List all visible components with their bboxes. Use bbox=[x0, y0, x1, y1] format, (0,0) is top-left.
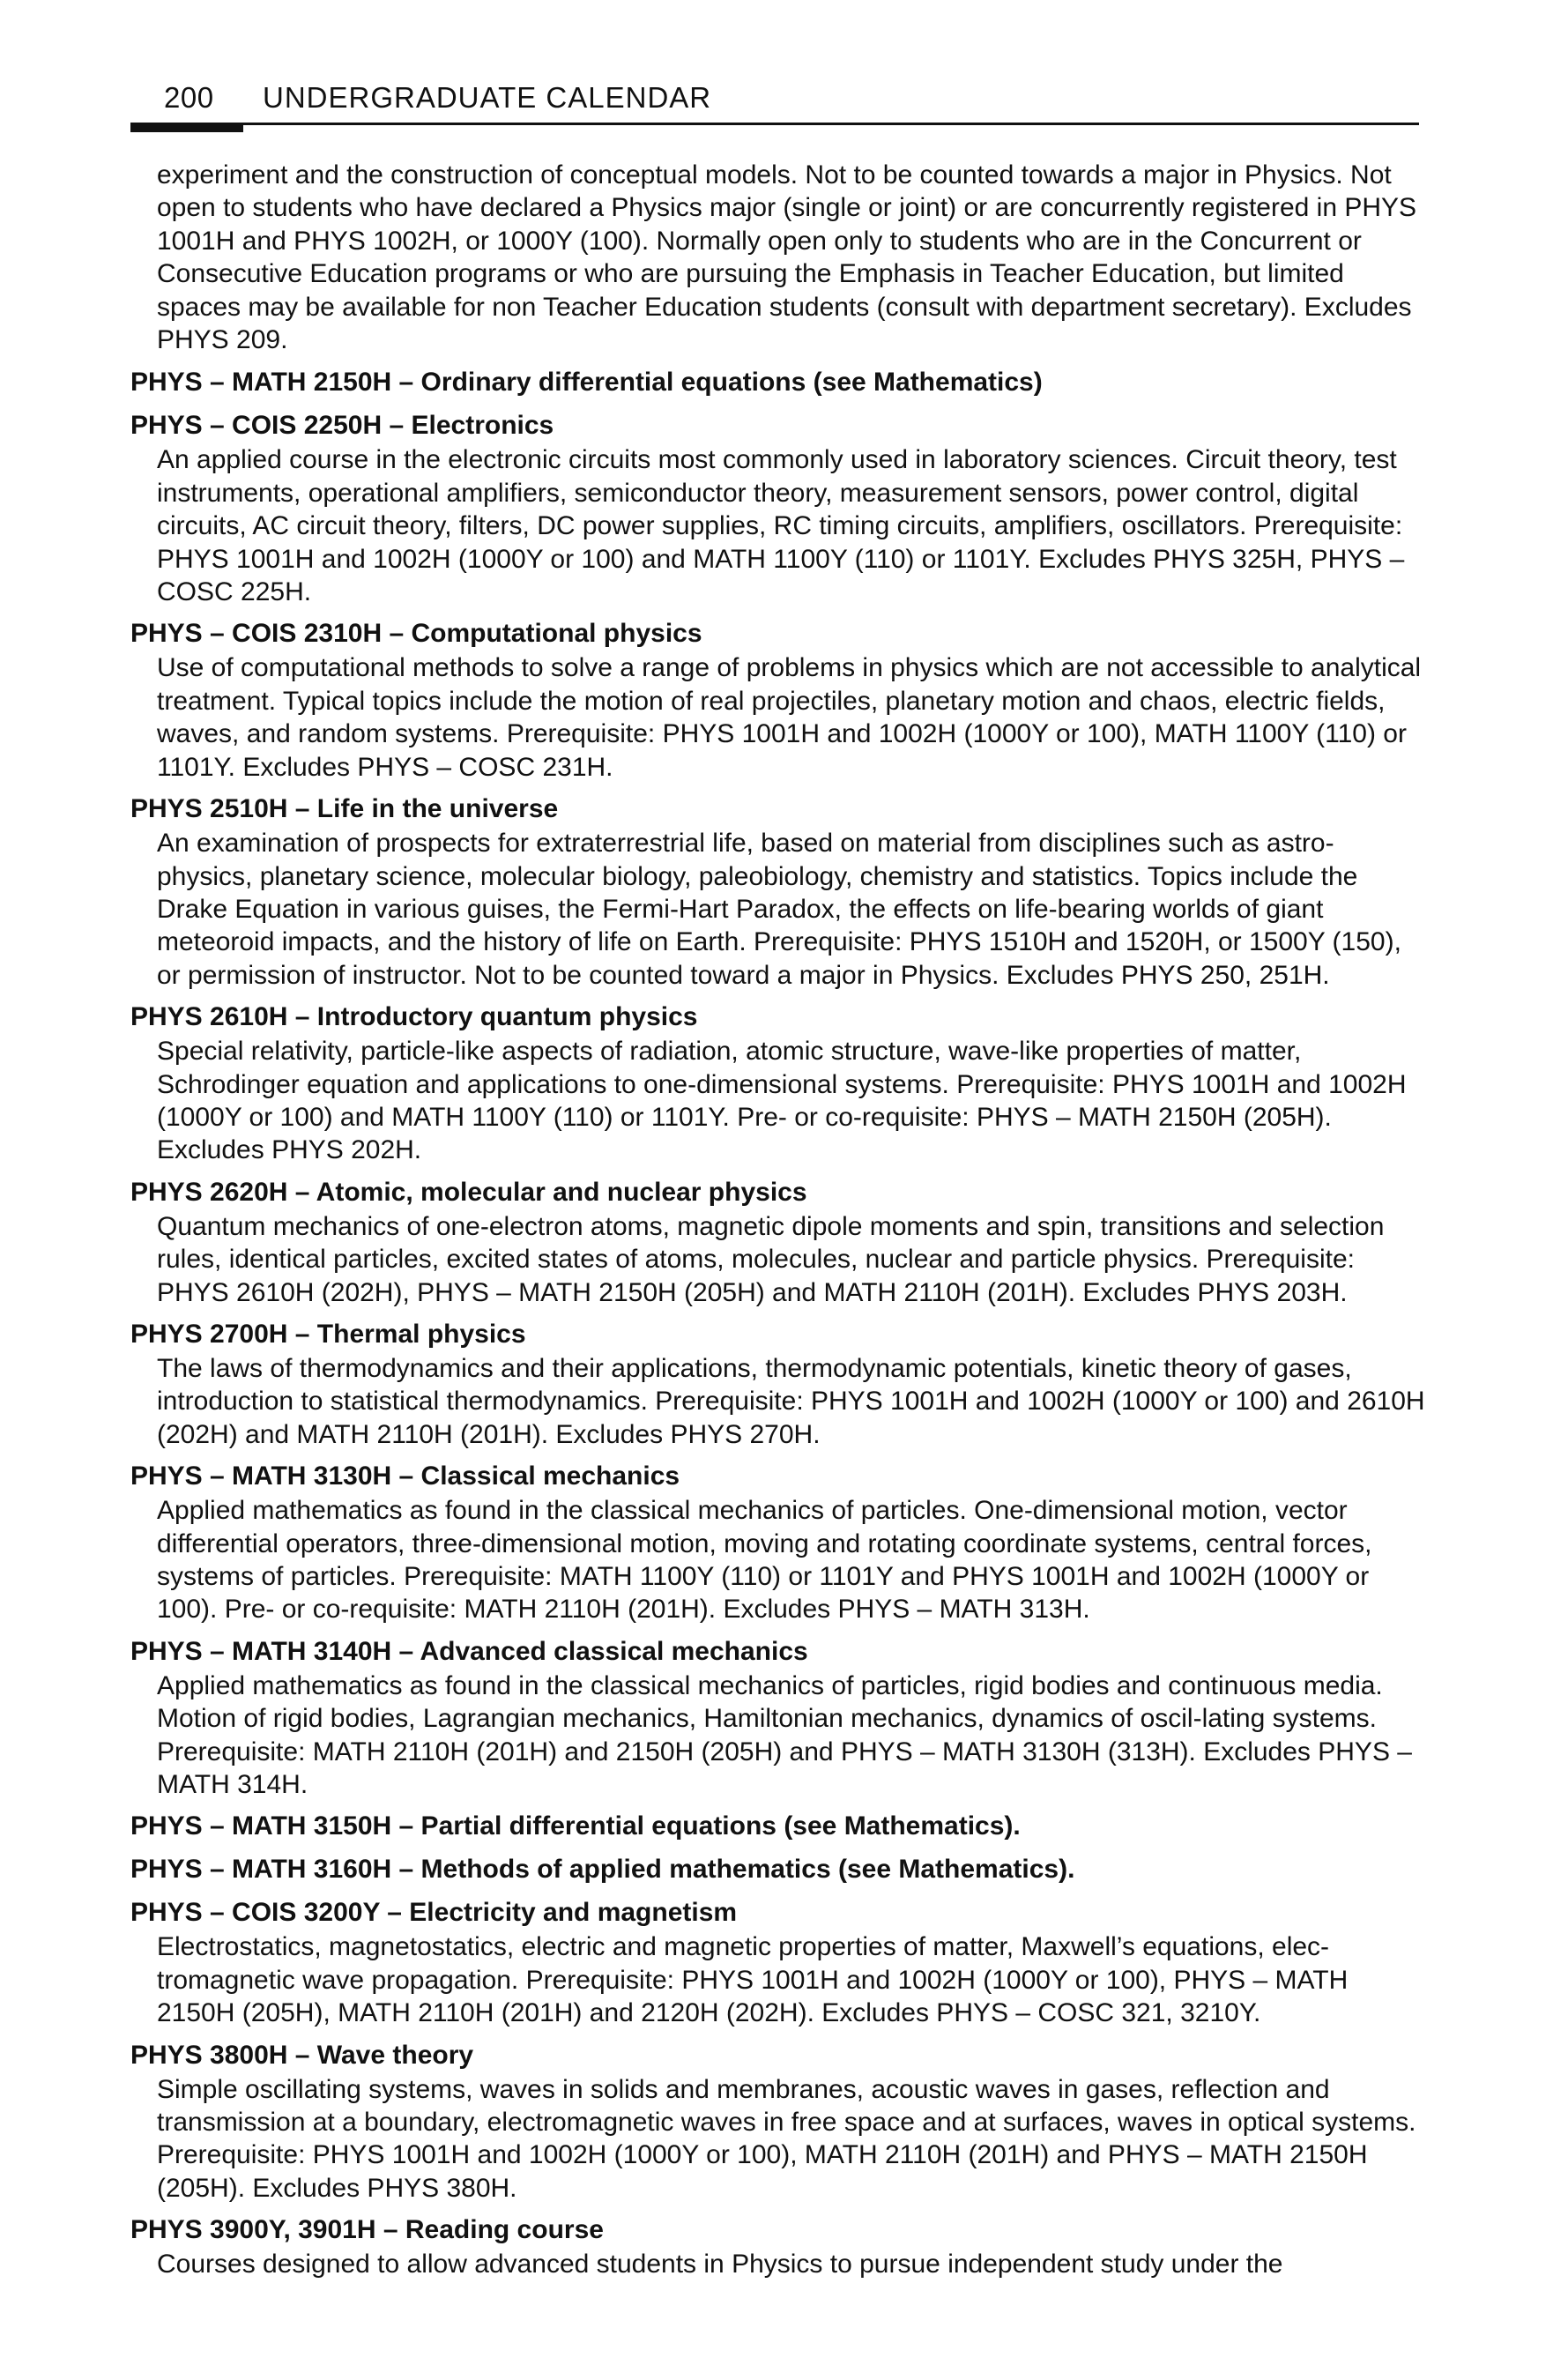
course-entry bbox=[130, 1317, 1426, 1451]
course-description: Courses designed to allow advanced students in Physics to pursue independent study under the bbox=[157, 2250, 1283, 2280]
course-title: PHYS 3900Y, 3901H – Reading course bbox=[130, 2215, 604, 2245]
course-entry bbox=[130, 616, 1426, 784]
course-title: PHYS – MATH 3140H – Advanced classical mechanics bbox=[130, 1636, 808, 1666]
header-rule-accent bbox=[130, 123, 243, 132]
course-description: Applied mathematics as found in the classical mechanics of particles, rigid bodies and continuous media. Motion of rigid bodies, Lagrangian mechanics, Hamiltonian mechanics, dynamics of oscil-lating systems. Prerequisite: MATH 2110H (201H) and 2150H (205H) and PHYS – MATH 3130H (313H). Excludes PHYS – MATH 314H. bbox=[157, 1670, 1412, 1800]
course-list bbox=[130, 365, 1426, 2280]
header-rule bbox=[130, 123, 1419, 125]
course-entry bbox=[130, 1000, 1426, 1167]
course-description: Simple oscillating systems, waves in solids and membranes, acoustic waves in gases, reflection and transmission at a boundary, electromagnetic waves in free space and at surfaces, waves in optical systems. Prerequisite: PHYS 1001H and 1002H (1000Y or 100), MATH 2110H (201H) and PHYS – MATH 2150H (205H). Excludes PHYS 380H. bbox=[157, 2074, 1416, 2203]
page-title: UNDERGRADUATE CALENDAR bbox=[263, 81, 712, 114]
course-title: PHYS 2510H – Life in the universe bbox=[130, 794, 559, 824]
course-entry bbox=[130, 1809, 1426, 1844]
continued-description: experiment and the construction of conceptual models. Not to be counted towards a major in Physics. Not open to students who have declared a Physics major (single or joint) or are concurrently registered in PHYS 1001H and PHYS 1002H, or 1000Y (100). Normally open only to students who are in the Concurrent or Consecutive Education programs or who are pursuing the Emphasis in Teacher Education, but limited spaces may be available for non Teacher Education students (consult with department secretary). Excludes PHYS 209. bbox=[157, 160, 1417, 355]
course-entry bbox=[130, 1459, 1426, 1626]
course-listing bbox=[130, 159, 1426, 2289]
course-title: PHYS 2610H – Introductory quantum physics bbox=[130, 1002, 698, 1032]
course-description: An examination of prospects for extraterrestrial life, based on material from disciplines such as astro-physics, planetary science, molecular biology, paleobiology, chemistry and statistics. Topics include the Drake Equation in various guises, the Fermi-Hart Paradox, the effects on life-bearing worlds of giant meteoroid impacts, and the history of life on Earth. Prerequisite: PHYS 1510H and 1520H, or 1500Y (150), or permission of instructor. Not to be counted toward a major in Physics. Excludes PHYS 250, 251H. bbox=[157, 829, 1401, 990]
course-description: Electrostatics, magnetostatics, electric and magnetic properties of matter, Maxwell’s equations, elec-tromagnetic wave propagation. Prerequisite: PHYS 1001H and 1002H (1000Y or 100), PHYS – MATH 2150H (205H), MATH 2110H (201H) and 2120H (202H). Excludes PHYS – COSC 321, 3210Y. bbox=[157, 1932, 1349, 2028]
course-title: PHYS – MATH 2150H – Ordinary differential equations (see Mathematics) bbox=[130, 368, 1043, 398]
course-description: Use of computational methods to solve a range of problems in physics which are not accessible to analytical treatment. Typical topics include the motion of real projectiles, planetary motion and chaos, electric fields, waves, and random systems. Prerequisite: PHYS 1001H and 1002H (1000Y or 100), MATH 1100Y (110) or 1101Y. Excludes PHYS – COSC 231H. bbox=[157, 653, 1422, 782]
course-entry bbox=[130, 2038, 1426, 2205]
course-title: PHYS – MATH 3130H – Classical mechanics bbox=[130, 1461, 680, 1491]
course-title: PHYS – COIS 2250H – Electronics bbox=[130, 411, 554, 441]
course-title: PHYS 2620H – Atomic, molecular and nuclear physics bbox=[130, 1177, 807, 1207]
course-entry bbox=[130, 1634, 1426, 1802]
course-title: PHYS – COIS 3200Y – Electricity and magnetism bbox=[130, 1898, 738, 1928]
course-entry bbox=[130, 1175, 1426, 1309]
course-title: PHYS – MATH 3160H – Methods of applied mathematics (see Mathematics). bbox=[130, 1855, 1075, 1885]
page-number: 200 bbox=[164, 81, 214, 114]
course-title: PHYS 2700H – Thermal physics bbox=[130, 1319, 526, 1349]
course-description: Applied mathematics as found in the classical mechanics of particles. One-dimensional motion, vector differential operators, three-dimensional motion, moving and rotating coordinate systems, central forces, systems of particles. Prerequisite: MATH 1100Y (110) or 1101Y and PHYS 1001H and 1002H (1000Y or 100). Pre- or co-requisite: MATH 2110H (201H). Excludes PHYS – MATH 313H. bbox=[157, 1496, 1372, 1625]
course-title: PHYS – COIS 2310H – Computational physics bbox=[130, 619, 702, 649]
course-entry bbox=[130, 1852, 1426, 1887]
course-description: Special relativity, particle-like aspects of radiation, atomic structure, wave-like properties of matter, Schrodinger equation and applications to one-dimensional systems. Prerequisite: PHYS 1001H and 1002H (1000Y or 100) and MATH 1100Y (110) or 1101Y. Pre- or co-requisite: PHYS – MATH 2150H (205H). Excludes PHYS 202H. bbox=[157, 1037, 1407, 1165]
course-description: Quantum mechanics of one-electron atoms, magnetic dipole moments and spin, transitions and selection rules, identical particles, excited states of atoms, molecules, nuclear and particle physics. Prerequisite: PHYS 2610H (202H), PHYS – MATH 2150H (205H) and MATH 2110H (201H). Excludes PHYS 203H. bbox=[157, 1211, 1385, 1307]
course-description: The laws of thermodynamics and their applications, thermodynamic potentials, kinetic theory of gases, introduction to statistical thermodynamics. Prerequisite: PHYS 1001H and 1002H (1000Y or 100) and 2610H (202H) and MATH 2110H (201H). Excludes PHYS 270H. bbox=[157, 1353, 1425, 1449]
course-entry bbox=[130, 365, 1426, 400]
page-header bbox=[130, 81, 1419, 123]
course-entry bbox=[130, 1895, 1426, 2029]
course-entry bbox=[130, 792, 1426, 992]
course-entry bbox=[130, 408, 1426, 608]
course-title: PHYS 3800H – Wave theory bbox=[130, 2040, 474, 2070]
course-title: PHYS – MATH 3150H – Partial differential equations (see Mathematics). bbox=[130, 1811, 1021, 1841]
course-description: An applied course in the electronic circuits most commonly used in laboratory sciences. Circuit theory, test instruments, operational amplifiers, semiconductor theory, measurement sensors, power control, digital circuits, AC circuit theory, filters, DC power supplies, RC timing circuits, amplifiers, oscillators. Prerequisite: PHYS 1001H and 1002H (1000Y or 100) and MATH 1100Y (110) or 1101Y. Excludes PHYS 325H, PHYS – COSC 225H. bbox=[157, 445, 1405, 607]
course-entry bbox=[130, 2213, 1426, 2280]
